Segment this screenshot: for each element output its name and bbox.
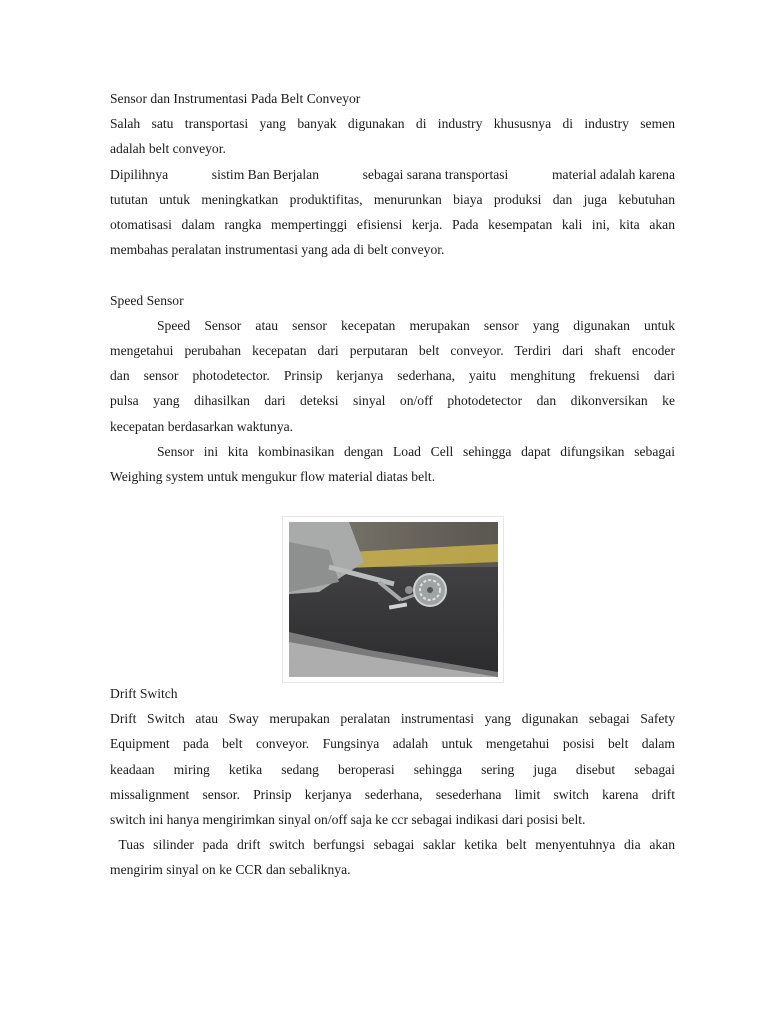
speed-sensor-text: kecepatan berdasarkan waktunya.: [110, 418, 294, 434]
intro-word: sebagai sarana transportasi: [362, 166, 509, 182]
speed-sensor-text: mengetahui perubahan kecepatan dari perputaran belt conveyor. Terdiri dari shaft encoder: [110, 343, 675, 359]
drift-switch-text: keadaan miring ketika sedang beroperasi sehingga sering juga disebut sebagai: [110, 761, 675, 777]
speed-sensor-photo-icon: [289, 522, 498, 677]
intro-word: material adalah karena: [551, 166, 675, 182]
intro-word: sistim Ban Berjalan: [211, 166, 320, 182]
drift-switch-heading: Drift Switch: [110, 686, 178, 701]
intro-line: [110, 162, 675, 187]
intro-word: Dipilihnya: [110, 166, 169, 182]
intro-section: [110, 86, 675, 489]
speed-sensor-text: Sensor ini kita kombinasikan dengan Load Cell sehingga dapat difungsikan sebagai: [157, 443, 675, 459]
intro-line: membahas peralatan instrumentasi yang ada di belt conveyor.: [110, 242, 445, 258]
speed-sensor-text: Weighing system untuk mengukur flow material diatas belt.: [110, 469, 436, 485]
drift-switch-section: [110, 681, 675, 883]
document-title: Sensor dan Instrumentasi Pada Belt Conveyor: [110, 91, 361, 106]
drift-switch-text: missalignment sensor. Prinsip kerjanya sederhana, sesederhana limit switch karena drift: [110, 786, 675, 802]
drift-switch-text: Equipment pada belt conveyor. Fungsinya adalah untuk mengetahui posisi belt dalam: [110, 736, 675, 752]
drift-switch-text: Tuas silinder pada drift switch berfungsi sebagai saklar ketika belt menyentuhnya dia akan: [110, 837, 675, 853]
speed-sensor-text: dan sensor photodetector. Prinsip kerjanya sederhana, yaitu menghitung frekuensi dari: [110, 368, 675, 384]
intro-line: otomatisasi dalam rangka mempertinggi efisiensi kerja. Pada kesempatan kali ini, kita akan: [110, 217, 675, 233]
intro-line: Salah satu transportasi yang banyak digunakan di industry khususnya di industry semen: [110, 116, 675, 132]
drift-switch-text: mengirim sinyal on ke CCR dan sebaliknya.: [110, 862, 351, 878]
drift-switch-text: switch ini hanya mengirimkan sinyal on/off saja ke ccr sebagai indikasi dari posisi belt.: [110, 812, 586, 828]
speed-sensor-text: Speed Sensor atau sensor kecepatan merupakan sensor yang digunakan untuk: [157, 317, 675, 333]
speed-sensor-text: pulsa yang dihasilkan dari deteksi sinyal on/off photodetector dan dikonversikan ke: [110, 393, 675, 409]
speed-sensor-heading: Speed Sensor: [110, 292, 184, 308]
speed-sensor-photo: [289, 522, 498, 677]
speed-sensor-figure: [282, 516, 504, 683]
drift-switch-text: Drift Switch atau Sway merupakan peralatan instrumentasi yang digunakan sebagai Safety: [110, 711, 675, 727]
intro-line: adalah belt conveyor.: [110, 141, 226, 157]
intro-line: tututan untuk meningkatkan produktifitas, menurunkan biaya produksi dan juga kebutuhan: [110, 191, 675, 207]
